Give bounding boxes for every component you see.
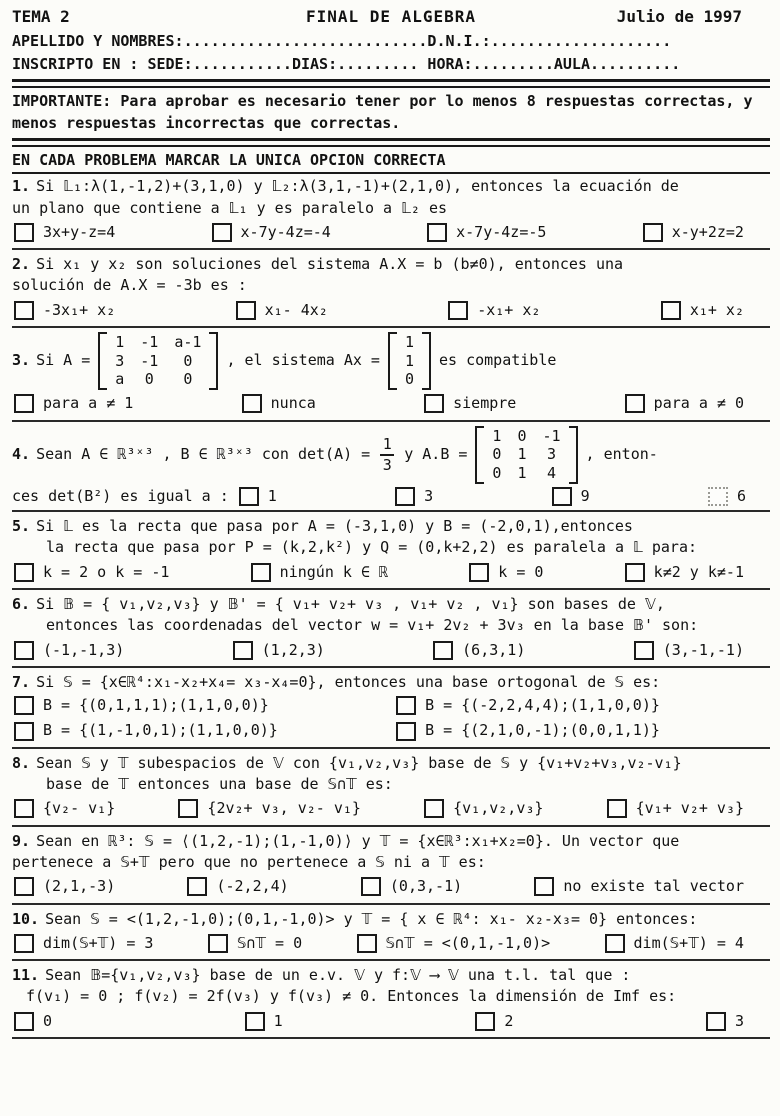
option-label: k = 0 (498, 562, 544, 581)
answer-checkbox[interactable] (534, 877, 554, 896)
question-text: Sean A ∈ ℝ³ˣ³ , B ∈ ℝ³ˣ³ con det(A) = (36, 445, 371, 463)
answer-checkbox[interactable] (14, 696, 34, 715)
option-1[interactable] (14, 695, 396, 716)
answer-checkbox[interactable] (625, 563, 645, 582)
option-3[interactable] (424, 393, 516, 414)
option-4[interactable] (706, 1011, 744, 1032)
option-4[interactable] (607, 798, 744, 819)
fraction-one-third: $\frac{1}{3}$ (380, 436, 394, 473)
problem-number: 3. (12, 351, 31, 370)
question-text: solución de A.X = -3b es : (12, 276, 247, 295)
option-label: B = {(1,-1,0,1);(1,1,0,0)} (43, 721, 278, 740)
bracket-left (98, 332, 107, 390)
options-grid (12, 693, 770, 744)
answer-checkbox[interactable] (661, 301, 681, 320)
question-text: Si A = (36, 351, 91, 370)
exam-title: FINAL DE ALGEBRA (305, 7, 477, 26)
name-dni-field[interactable]: APELLIDO Y NOMBRES:...........................D.N.I.:.................... (12, 31, 672, 50)
option-4[interactable] (661, 300, 744, 321)
options-row (12, 559, 770, 585)
question-text: pertenece a 𝕊+𝕋 pero que no pertenece a 𝕊 ni a 𝕋 es: (12, 852, 486, 871)
question-text: Sean 𝕊 = <(1,2,-1,0);(0,1,-1,0)> y 𝕋 = { x ∈ ℝ⁴: x₁- x₂-x₃= 0} entonces: (45, 909, 698, 928)
option-label: 3x+y-z=4 (43, 222, 116, 241)
options-row (12, 219, 770, 245)
option-label: x₁+ x₂ (689, 300, 744, 319)
answer-checkbox[interactable] (625, 394, 645, 413)
question-text: Si 𝕃 es la recta que pasa por A = (-3,1,0) y B = (-2,0,1),entonces (36, 517, 633, 536)
option-label: -3x₁+ x₂ (43, 300, 116, 319)
option-1[interactable] (14, 876, 115, 897)
option-label: no existe tal vector (563, 877, 744, 896)
matrix-A: 1 -1 a-1 3 -1 0 a 0 0 (98, 332, 218, 390)
option-label: dim(𝕊+𝕋) = 3 (43, 933, 154, 952)
divider (12, 79, 770, 88)
answer-checkbox[interactable] (424, 799, 444, 818)
divider (12, 138, 770, 147)
problem-5 (12, 514, 770, 586)
answer-checkbox[interactable] (178, 799, 198, 818)
option-2[interactable] (395, 486, 433, 507)
answer-checkbox[interactable] (14, 301, 34, 320)
answer-checkbox[interactable] (395, 487, 415, 506)
divider (12, 903, 770, 905)
option-label: ningún k ∈ ℝ (279, 562, 389, 581)
option-label: 𝕊∩𝕋 = <(0,1,-1,0)> (385, 933, 551, 952)
option-2[interactable] (245, 1011, 283, 1032)
answer-checkbox[interactable] (433, 641, 453, 660)
divider (12, 1037, 770, 1039)
divider (12, 510, 770, 512)
bracket-right (422, 332, 431, 390)
option-3[interactable] (14, 720, 396, 741)
answer-checkbox[interactable] (239, 487, 259, 506)
answer-checkbox[interactable] (475, 1012, 495, 1031)
exam-date: Julio de 1997 (616, 7, 742, 26)
option-label: 6 (736, 486, 746, 505)
header (12, 6, 770, 29)
tema-label: TEMA 2 (12, 7, 70, 26)
question-text: Si x₁ y x₂ son soluciones del sistema A.X = b (b≠0), entonces una (36, 255, 624, 274)
problem-8 (12, 751, 770, 823)
marking-instruction: EN CADA PROBLEMA MARCAR LA UNICA OPCION CORRECTA (12, 150, 770, 174)
problem-10 (12, 907, 770, 958)
answer-checkbox[interactable] (469, 563, 489, 582)
option-4[interactable] (625, 562, 744, 583)
answer-checkbox[interactable] (607, 799, 627, 818)
option-label: k≠2 y k≠-1 (653, 562, 744, 581)
option-label: siempre (453, 394, 517, 413)
answer-checkbox[interactable] (187, 877, 207, 896)
answer-checkbox[interactable] (233, 641, 253, 660)
answer-checkbox[interactable] (14, 223, 34, 242)
question-text: es compatible (439, 351, 557, 370)
option-1[interactable] (14, 933, 153, 954)
question-text: Sean en ℝ³: 𝕊 = ⟨(1,2,-1);(1,-1,0)⟩ y 𝕋 = {x∈ℝ³:x₁+x₂=0}. Un vector que (36, 831, 680, 850)
divider (12, 959, 770, 961)
answer-checkbox[interactable] (251, 563, 271, 582)
problem-number: 1. (12, 177, 31, 196)
option-label: 3 (734, 1011, 744, 1030)
options-row (12, 637, 770, 663)
answer-checkbox[interactable] (208, 934, 228, 953)
options-row (12, 795, 770, 821)
problem-2 (12, 252, 770, 324)
problem-number: 10. (12, 909, 40, 928)
option-2[interactable] (212, 222, 331, 243)
answer-checkbox[interactable] (212, 223, 232, 242)
option-3[interactable] (433, 640, 525, 661)
problem-number: 11. (12, 966, 40, 985)
divider (12, 825, 770, 827)
important-notice: IMPORTANTE: Para aprobar es necesario tener por lo menos 8 respuestas correctas, y menos respuestas incorrectas que correctas. (12, 92, 753, 132)
option-label: {v₂- v₁} (43, 799, 116, 818)
problem-7 (12, 670, 770, 745)
problem-11 (12, 963, 770, 1035)
problem-4 (12, 424, 770, 509)
option-label: 2 (504, 1011, 514, 1030)
matrix-AB: 1 0 -1 0 1 3 0 1 4 (475, 426, 577, 484)
answer-checkbox[interactable] (14, 722, 34, 741)
option-2[interactable] (208, 933, 302, 954)
answer-checkbox[interactable] (14, 641, 34, 660)
option-label: 3 (424, 486, 434, 505)
answer-checkbox[interactable] (634, 641, 654, 660)
divider (12, 420, 770, 422)
option-2[interactable] (251, 562, 388, 583)
option-2[interactable] (187, 876, 288, 897)
option-4[interactable] (625, 393, 744, 414)
option-1[interactable] (14, 300, 115, 321)
answer-checkbox[interactable] (427, 223, 447, 242)
problem-number: 2. (12, 255, 31, 274)
option-2[interactable] (396, 695, 760, 716)
answer-checkbox[interactable] (236, 301, 256, 320)
problem-1 (12, 174, 770, 246)
question-text: ces det(B²) es igual a : (12, 486, 229, 505)
options-row (12, 1008, 770, 1034)
option-label: (3,-1,-1) (662, 640, 744, 659)
question-text: Sean 𝔹={v₁,v₂,v₃} base de un e.v. 𝕍 y f:𝕍 ⟶ 𝕍 una t.l. tal que : (45, 966, 631, 985)
option-label: x-y+2z=2 (671, 222, 744, 241)
question-text: f(v₁) = 0 ; f(v₂) = 2f(v₃) y f(v₃) ≠ 0. Entonces la dimensión de Imf es: (26, 987, 677, 1006)
option-3[interactable] (424, 798, 543, 819)
option-label: B = {(0,1,1,1);(1,1,0,0)} (43, 696, 269, 715)
answer-checkbox[interactable] (14, 934, 34, 953)
option-2[interactable] (242, 393, 316, 414)
option-label: (0,3,-1) (389, 877, 463, 896)
problem-number: 4. (12, 445, 31, 463)
bracket-right (569, 426, 578, 484)
problem-9 (12, 829, 770, 901)
option-3[interactable] (475, 1011, 513, 1032)
options-row (12, 390, 770, 416)
option-label: (-2,2,4) (216, 877, 289, 896)
answer-checkbox[interactable] (396, 722, 416, 741)
answer-checkbox[interactable] (242, 394, 262, 413)
option-1[interactable] (14, 393, 133, 414)
option-label: 0 (43, 1011, 53, 1030)
divider (12, 666, 770, 668)
answer-checkbox[interactable] (643, 223, 663, 242)
answer-checkbox[interactable] (605, 934, 625, 953)
option-label: (2,1,-3) (43, 877, 116, 896)
answer-checkbox[interactable] (14, 563, 34, 582)
option-label: para a ≠ 0 (653, 394, 744, 413)
option-label: (1,2,3) (261, 640, 325, 659)
question-text: Si 𝔹 = { v₁,v₂,v₃} y 𝔹' = { v₁+ v₂+ v₃ , v₁+ v₂ , v₁} son bases de 𝕍, (36, 594, 665, 613)
option-2[interactable] (233, 640, 325, 661)
option-label: x-7y-4z=-4 (240, 222, 331, 241)
option-label: 1 (273, 1011, 283, 1030)
question-text: Sean 𝕊 y 𝕋 subespacios de 𝕍 con {v₁,v₂,v₃} base de 𝕊 y {v₁+v₂+v₃,v₂-v₁} (36, 753, 682, 772)
option-2[interactable] (178, 798, 361, 819)
option-1[interactable] (14, 640, 124, 661)
options-row (12, 930, 770, 956)
problem-number: 7. (12, 672, 31, 691)
option-2[interactable] (236, 300, 328, 321)
option-label: x₁- 4x₂ (264, 300, 328, 319)
option-4[interactable] (643, 222, 744, 243)
bracket-left (388, 332, 397, 390)
option-4[interactable] (534, 876, 744, 897)
option-4[interactable] (634, 640, 744, 661)
problem-6 (12, 592, 770, 664)
option-label: {v₁,v₂,v₃} (453, 799, 544, 818)
question-text: entonces las coordenadas del vector w = v₁+ 2v₂ + 3v₃ en la base 𝔹' son: (46, 616, 699, 635)
answer-checkbox[interactable] (14, 394, 34, 413)
answer-checkbox[interactable] (14, 799, 34, 818)
answer-checkbox[interactable] (14, 1012, 34, 1031)
option-label: {2v₂+ v₃, v₂- v₁} (207, 799, 361, 818)
divider (12, 326, 770, 328)
option-label: B = {(2,1,0,-1);(0,0,1,1)} (425, 721, 660, 740)
option-1[interactable] (239, 486, 277, 507)
question-text: un plano que contiene a 𝕃₁ y es paralelo a 𝕃₂ es (12, 198, 448, 217)
answer-checkbox[interactable] (245, 1012, 265, 1031)
option-3[interactable] (361, 876, 462, 897)
option-label: 𝕊∩𝕋 = 0 (236, 933, 303, 952)
problem-number: 5. (12, 517, 31, 536)
option-3[interactable] (469, 562, 543, 583)
option-1[interactable] (14, 1011, 52, 1032)
option-label: 1 (267, 486, 277, 505)
answer-checkbox[interactable] (361, 877, 381, 896)
option-label: B = {(-2,2,4,4);(1,1,0,0)} (425, 696, 660, 715)
option-1[interactable] (14, 222, 115, 243)
option-label: (-1,-1,3) (43, 640, 125, 659)
answer-checkbox[interactable] (708, 487, 728, 506)
answer-checkbox[interactable] (552, 487, 572, 506)
options-row (12, 297, 770, 323)
option-3[interactable] (448, 300, 540, 321)
divider (12, 747, 770, 749)
option-4[interactable] (396, 720, 760, 741)
option-label: 9 (580, 486, 590, 505)
question-text: y A.B = (404, 445, 468, 463)
option-label: {v₁+ v₂+ v₃} (635, 799, 744, 818)
option-4[interactable] (708, 486, 746, 507)
problem-number: 9. (12, 831, 31, 850)
option-label: k = 2 o k = -1 (43, 562, 170, 581)
inscription-field[interactable]: INSCRIPTO EN : SEDE:...........DIAS:......... HORA:.........AULA.......... (12, 55, 681, 74)
answer-checkbox[interactable] (14, 877, 34, 896)
vector-b: 1 1 0 (388, 332, 431, 390)
option-1[interactable] (14, 798, 115, 819)
answer-checkbox[interactable] (424, 394, 444, 413)
option-label: -x₁+ x₂ (477, 300, 541, 319)
option-label: (6,3,1) (462, 640, 526, 659)
options-row (12, 873, 770, 899)
problem-number: 6. (12, 594, 31, 613)
options-row (229, 486, 770, 507)
bracket-right (209, 332, 218, 390)
option-label: nunca (270, 394, 316, 413)
question-text: , el sistema Ax = (226, 351, 380, 370)
question-text: , enton- (585, 445, 658, 463)
option-3[interactable] (427, 222, 546, 243)
divider (12, 588, 770, 590)
option-3[interactable] (357, 933, 551, 954)
option-label: para a ≠ 1 (43, 394, 134, 413)
option-1[interactable] (14, 562, 169, 583)
option-label: dim(𝕊+𝕋) = 4 (633, 933, 744, 952)
answer-checkbox[interactable] (706, 1012, 726, 1031)
question-text: Si 𝕊 = {x∈ℝ⁴:x₁-x₂+x₄= x₃-x₄=0}, entonces una base ortogonal de 𝕊 es: (36, 672, 661, 691)
question-text: la recta que pasa por P = (k,2,k²) y Q = (0,k+2,2) es paralela a 𝕃 para: (46, 538, 698, 557)
divider (12, 248, 770, 250)
problem-number: 8. (12, 753, 31, 772)
answer-checkbox[interactable] (448, 301, 468, 320)
bracket-left (475, 426, 484, 484)
option-3[interactable] (552, 486, 590, 507)
problem-3 (12, 330, 770, 418)
question-text: base de 𝕋 entonces una base de 𝕊∩𝕋 es: (46, 775, 393, 794)
answer-checkbox[interactable] (357, 934, 377, 953)
answer-checkbox[interactable] (396, 696, 416, 715)
option-4[interactable] (605, 933, 744, 954)
question-text: Si 𝕃₁:λ(1,-1,2)+(3,1,0) y 𝕃₂:λ(3,1,-1)+(2,1,0), entonces la ecuación de (36, 177, 679, 196)
option-label: x-7y-4z=-5 (456, 222, 547, 241)
